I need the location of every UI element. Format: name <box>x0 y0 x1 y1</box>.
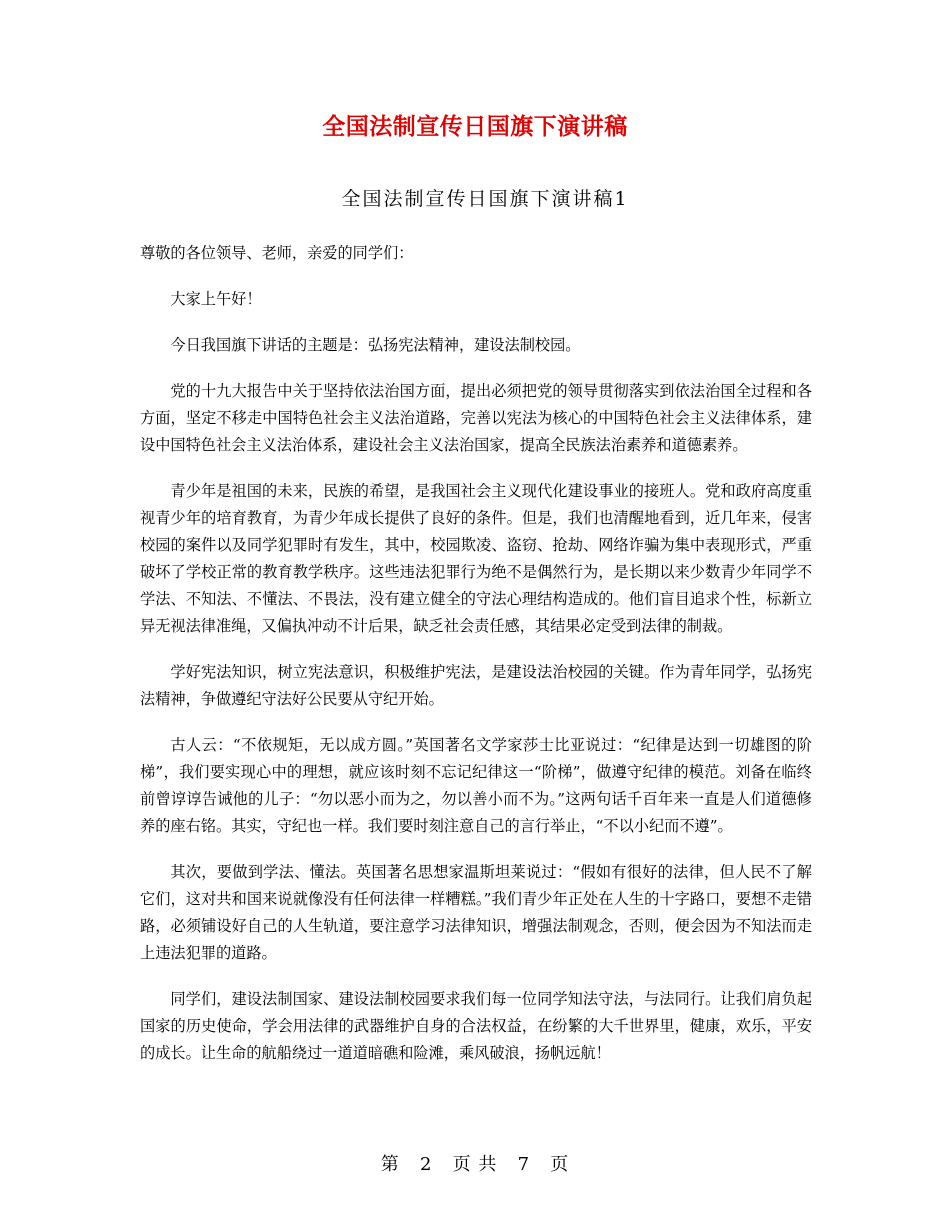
body-paragraph: 党的十九大报告中关于坚持依法治国方面，提出必须把党的领导贯彻落实到依法治国全过程和各方面，坚定不移走中国特色社会主义法治道路，完善以宪法为核心的中国特色社会主义法律体系，建设中国特色社会主义法治体系，建设社会主义法治国家，提高全民族法治素养和道德素养。 <box>140 382 812 454</box>
page-label-mid: 页 共 <box>452 1154 498 1175</box>
page-number-footer <box>0 1150 950 1176</box>
total-pages-number: 7 <box>517 1154 531 1175</box>
body-paragraph: 学好宪法知识，树立宪法意识，积极维护宪法，是建设法治校园的关键。作为青年同学，弘扬宪法精神，争做遵纪守法好公民要从守纪开始。 <box>140 663 812 708</box>
document-title: 全国法制宣传日国旗下演讲稿 <box>322 114 628 140</box>
body-paragraph: 今日我国旗下讲话的主题是：弘扬宪法精神，建设法制校园。 <box>170 336 581 354</box>
greeting-paragraph: 大家上午好！ <box>170 290 262 308</box>
document-body <box>140 240 812 1086</box>
body-paragraph: 古人云：“不依规矩，无以成方圆。”英国著名文学家莎士比亚说过：“纪律是达到一切雄图的阶梯”，我们要实现心中的理想，就应该时刻不忘记纪律这一“阶梯”，做遵守纪律的模范。刘备在临终前曾谆谆告诫他的儿子：“勿以恶小而为之，勿以善小而不为。”这两句话千百年来一直是人们道德修养的座右铭。其实，守纪也一样。我们要时刻注意自己的言行举止，“不以小纪而不遵”。 <box>140 736 812 835</box>
body-paragraph: 青少年是祖国的未来，民族的希望，是我国社会主义现代化建设事业的接班人。党和政府高度重视青少年的培育教育，为青少年成长提供了良好的条件。但是，我们也清醒地看到，近几年来，侵害校园的案件以及同学犯罪时有发生，其中，校园欺凌、盗窃、抢劫、网络诈骗为集中表现形式，严重破坏了学校正常的教育教学秩序。这些违法犯罪行为绝不是偶然行为，是长期以来少数青少年同学不学法、不知法、不懂法、不畏法，没有建立健全的守法心理结构造成的。他们盲目追求个性，标新立异无视法律准绳，又偏执冲动不计后果，缺乏社会责任感，其结果必定受到法律的制裁。 <box>140 482 812 635</box>
body-paragraph: 同学们，建设法制国家、建设法制校园要求我们每一位同学知法守法，与法同行。让我们肩负起国家的历史使命，学会用法律的武器维护自身的合法权益，在纷繁的大千世界里，健康，欢乐，平安的成长。让生命的航船绕过一道道暗礁和险滩，乘风破浪，扬帆远航！ <box>140 990 812 1062</box>
body-paragraph: 其次，要做到学法、懂法。英国著名思想家温斯坦莱说过：“假如有很好的法律，但人民不了解它们，这对共和国来说就像没有任何法律一样糟糕。”我们青少年正处在人生的十字路口，要想不走错路，必须铺设好自己的人生轨道，要注意学习法律知识，增强法制观念，否则，便会因为不知法而走上违法犯罪的道路。 <box>140 863 812 962</box>
salutation-paragraph: 尊敬的各位领导、老师，亲爱的同学们： <box>140 244 414 262</box>
page-label-suffix: 页 <box>550 1154 570 1175</box>
current-page-number: 2 <box>419 1154 433 1175</box>
document-subtitle: 全国法制宣传日国旗下演讲稿1 <box>341 188 629 210</box>
page-label-prefix: 第 <box>380 1154 400 1175</box>
